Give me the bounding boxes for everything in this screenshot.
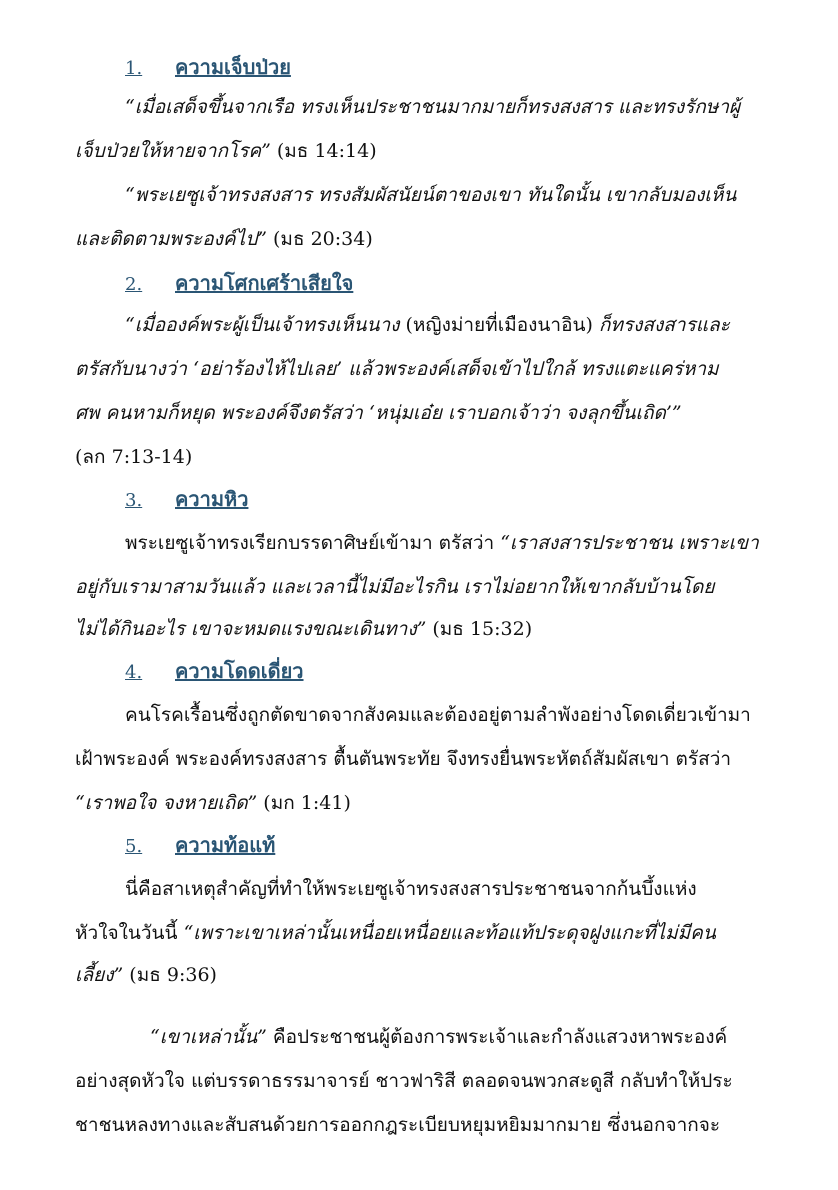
quote-text: ไม่ได้กินอะไร เขาจะหมดแรงขณะเดินทาง” [75, 618, 427, 640]
quote-text: “เพราะเขาเหล่านั้นเหนื่อยเหนื่อยและท้อแท้ประดุจฝูงแกะที่ไม่มีคน [183, 922, 716, 944]
paragraph-line: อยู่กับเรามาสามวันแล้ว และเวลานี้ไม่มีอะไรกิน เราไม่อยากให้เขากลับบ้านโดย [75, 576, 715, 598]
paragraph-line: ศพ คนหามก็หยุด พระองค์จึงตรัสว่า ‘หนุ่มเอ๋ย เราบอกเจ้าว่า จงลุกขึ้นเถิด’” [75, 402, 682, 424]
plain-text: หัวใจในวันนี้ [75, 922, 184, 944]
section-heading [125, 484, 248, 516]
quote-text: ก็ทรงสงสารและ [598, 314, 730, 336]
paragraph-line [75, 960, 217, 990]
paragraph-line [125, 180, 736, 210]
section-number: 1. [125, 58, 143, 79]
section-title: ความหิว [175, 487, 249, 511]
paragraph-line [75, 136, 377, 166]
paragraph-line [75, 224, 373, 254]
section-number: 2. [125, 274, 143, 295]
paragraph-line: นี่คือสาเหตุสำคัญที่ทำให้พระเยซูเจ้าทรงสงสารประชาชนจากก้นบึ้งแห่ง [125, 878, 697, 900]
quote-text: “เมื่อเสด็จขึ้นจากเรือ ทรงเห็นประชาชนมากมายก็ทรงสงสาร และทรงรักษาผู้ [125, 96, 741, 118]
section-number: 4. [125, 662, 143, 683]
paragraph-line: ตรัสกับนางว่า ‘อย่าร้องไห้ไปเลย’ แล้วพระองค์เสด็จเข้าไปใกล้ ทรงแตะแคร่หาม [75, 358, 719, 380]
section-title: ความเจ็บป่วย [175, 55, 291, 79]
quote-text: เจ็บป่วยให้หายจากโรค” [75, 140, 271, 162]
scripture-reference: (มธ 20:34) [266, 228, 373, 250]
plain-text: (หญิงม่ายที่เมืองนาอิน) [399, 314, 599, 336]
quote-text: “เราสงสารประชาชน เพราะเขา [500, 532, 759, 554]
quote-text: “เมื่อองค์พระผู้เป็นเจ้าทรงเห็นนาง [125, 314, 400, 336]
paragraph-line [125, 92, 740, 122]
section-number: 3. [125, 490, 143, 511]
section-number: 5. [125, 836, 143, 857]
paragraph-line [75, 614, 532, 644]
paragraph-line: คนโรคเรื้อนซึ่งถูกตัดขาดจากสังคมและต้องอยู่ตามลำพังอย่างโดดเดี่ยวเข้ามา [125, 704, 751, 726]
paragraph-line [125, 528, 759, 558]
scripture-reference: (มก 1:41) [257, 792, 351, 814]
section-heading [125, 830, 275, 862]
quote-text: และติดตามพระองค์ไป” [75, 228, 267, 250]
section-heading [125, 52, 291, 84]
quote-text: “พระเยซูเจ้าทรงสงสาร ทรงสัมผัสนัยน์ตาของเขา ทันใดนั้น เขากลับมองเห็น [125, 184, 737, 206]
plain-text: พระเยซูเจ้าทรงเรียกบรรดาศิษย์เข้ามา ตรัสว่า [125, 532, 501, 554]
section-title: ความโดดเดี่ยว [175, 659, 304, 683]
paragraph-line [150, 1022, 727, 1052]
section-title: ความโศกเศร้าเสียใจ [175, 271, 354, 295]
scripture-reference: (มธ 15:32) [426, 618, 533, 640]
paragraph-line [75, 918, 716, 948]
quote-text: “เขาเหล่านั้น” [150, 1026, 267, 1048]
plain-text: คือประชาชนผู้ต้องการพระเจ้าและกำลังแสวงหาพระองค์ [266, 1026, 728, 1048]
quote-text: “เราพอใจ จงหายเถิด” [75, 792, 258, 814]
section-title: ความท้อแท้ [175, 833, 276, 857]
paragraph-line: เฝ้าพระองค์ พระองค์ทรงสงสาร ตื้นตันพระทัย จึงทรงยื่นพระหัตถ์สัมผัสเขา ตรัสว่า [75, 748, 732, 770]
scripture-reference: (มธ 9:36) [123, 964, 217, 986]
section-heading [125, 268, 353, 300]
scripture-reference: (มธ 14:14) [270, 140, 377, 162]
quote-text: เลี้ยง” [75, 964, 124, 986]
paragraph-line [125, 310, 730, 340]
paragraph-line: อย่างสุดหัวใจ แต่บรรดาธรรมาจารย์ ชาวฟาริสี ตลอดจนพวกสะดูสี กลับทำให้ประ [75, 1070, 733, 1092]
scripture-reference: (ลก 7:13-14) [75, 446, 193, 468]
paragraph-line: ชาชนหลงทางและสับสนด้วยการออกกฎระเบียบหยุมหยิมมากมาย ซึ่งนอกจากจะ [75, 1114, 721, 1136]
section-heading [125, 656, 304, 688]
paragraph-line [75, 788, 351, 818]
